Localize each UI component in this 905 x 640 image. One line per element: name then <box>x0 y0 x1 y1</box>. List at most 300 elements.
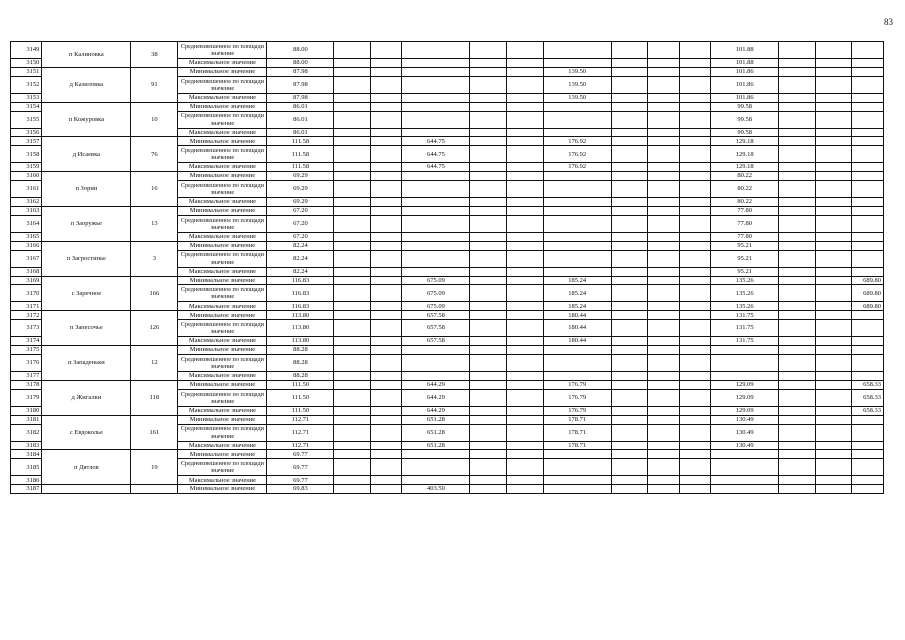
value-cell <box>371 215 402 232</box>
value-cell: 651.28 <box>402 424 470 441</box>
value-cell <box>711 485 779 494</box>
value-cell <box>334 76 371 93</box>
value-cell: 116.83 <box>267 302 334 311</box>
value-cell <box>543 241 611 250</box>
value-cell: 113.80 <box>267 320 334 337</box>
value-cell <box>648 285 679 302</box>
value-cell <box>679 232 710 241</box>
settlement-count: 19 <box>131 450 178 485</box>
value-cell <box>371 380 402 389</box>
value-cell <box>507 320 544 337</box>
value-cell <box>815 389 852 406</box>
value-cell <box>507 380 544 389</box>
value-cell <box>648 207 679 216</box>
value-cell <box>334 250 371 267</box>
value-cell <box>648 93 679 102</box>
value-cell <box>779 389 816 406</box>
value-cell <box>679 276 710 285</box>
value-cell <box>371 181 402 198</box>
value-cell <box>507 424 544 441</box>
value-cell <box>815 415 852 424</box>
value-cell <box>470 128 507 137</box>
value-cell <box>470 346 507 355</box>
value-cell: 185.24 <box>543 302 611 311</box>
value-cell <box>815 128 852 137</box>
row-id: 3185 <box>11 459 42 476</box>
value-cell: 86.01 <box>267 128 334 137</box>
value-cell <box>470 146 507 163</box>
value-cell <box>611 267 648 276</box>
value-type-label: Максимальное значение <box>178 232 267 241</box>
value-cell <box>371 111 402 128</box>
value-cell <box>470 241 507 250</box>
value-cell <box>611 207 648 216</box>
row-id: 3180 <box>11 406 42 415</box>
value-cell <box>779 346 816 355</box>
value-cell <box>371 146 402 163</box>
value-type-label: Максимальное значение <box>178 302 267 311</box>
value-cell: 86.01 <box>267 111 334 128</box>
value-cell <box>470 311 507 320</box>
value-cell <box>779 450 816 459</box>
value-cell <box>611 311 648 320</box>
value-cell: 176.79 <box>543 380 611 389</box>
value-cell <box>648 355 679 372</box>
value-cell <box>611 137 648 146</box>
value-cell <box>334 450 371 459</box>
value-cell <box>679 302 710 311</box>
value-cell: 651.28 <box>402 415 470 424</box>
value-cell <box>679 450 710 459</box>
value-cell <box>334 380 371 389</box>
value-cell <box>611 215 648 232</box>
value-cell <box>402 207 470 216</box>
settlement-count: 126 <box>131 311 178 346</box>
value-cell <box>779 102 816 111</box>
value-cell <box>648 415 679 424</box>
table-row <box>11 380 884 389</box>
value-type-label: Средневзвешенное по площади значение <box>178 111 267 128</box>
value-cell <box>371 76 402 93</box>
value-cell <box>852 355 884 372</box>
settlement-count <box>131 485 178 494</box>
value-cell: 129.18 <box>711 163 779 172</box>
value-cell <box>543 459 611 476</box>
value-cell <box>679 311 710 320</box>
value-cell <box>402 355 470 372</box>
value-cell: 112.71 <box>267 441 334 450</box>
value-cell: 675.09 <box>402 285 470 302</box>
value-cell <box>334 355 371 372</box>
value-cell <box>402 476 470 485</box>
value-cell <box>679 285 710 302</box>
value-cell <box>648 137 679 146</box>
value-cell <box>852 137 884 146</box>
table-row <box>11 276 884 285</box>
value-cell <box>334 111 371 128</box>
value-cell <box>679 181 710 198</box>
value-type-label: Средневзвешенное по площади значение <box>178 181 267 198</box>
value-cell <box>679 337 710 346</box>
value-cell <box>507 42 544 59</box>
value-cell <box>852 59 884 68</box>
value-cell: 176.92 <box>543 163 611 172</box>
table-row <box>11 450 884 459</box>
value-cell <box>779 459 816 476</box>
value-cell <box>371 389 402 406</box>
value-type-label: Минимальное значение <box>178 172 267 181</box>
value-cell <box>402 102 470 111</box>
row-id: 3156 <box>11 128 42 137</box>
settlement-name: д Жигалки <box>42 380 131 415</box>
value-cell <box>779 250 816 267</box>
value-cell <box>507 346 544 355</box>
value-cell <box>507 311 544 320</box>
settlement-name: п Зорин <box>42 172 131 207</box>
value-cell: 135.26 <box>711 285 779 302</box>
value-cell <box>334 311 371 320</box>
settlement-count: 13 <box>131 207 178 242</box>
value-cell <box>679 93 710 102</box>
settlement-name: д Исаевка <box>42 137 131 172</box>
value-cell <box>543 232 611 241</box>
value-cell <box>815 320 852 337</box>
value-cell <box>334 302 371 311</box>
value-cell <box>852 250 884 267</box>
value-cell: 403.50 <box>402 485 470 494</box>
value-cell <box>611 241 648 250</box>
value-cell <box>679 424 710 441</box>
value-cell: 111.58 <box>267 163 334 172</box>
value-cell: 101.88 <box>711 42 779 59</box>
value-type-label: Средневзвешенное по площади значение <box>178 389 267 406</box>
value-cell <box>470 67 507 76</box>
value-cell <box>402 241 470 250</box>
table-row <box>11 241 884 250</box>
value-cell <box>648 198 679 207</box>
value-cell <box>648 424 679 441</box>
value-cell <box>470 181 507 198</box>
value-cell: 69.29 <box>267 181 334 198</box>
value-cell: 130.49 <box>711 441 779 450</box>
value-type-label: Минимальное значение <box>178 102 267 111</box>
value-cell <box>402 93 470 102</box>
value-cell <box>507 163 544 172</box>
row-id: 3172 <box>11 311 42 320</box>
value-type-label: Минимальное значение <box>178 485 267 494</box>
value-type-label: Минимальное значение <box>178 276 267 285</box>
value-cell <box>852 207 884 216</box>
value-cell <box>507 67 544 76</box>
value-cell <box>402 76 470 93</box>
row-id: 3173 <box>11 320 42 337</box>
value-cell <box>815 42 852 59</box>
value-cell <box>648 59 679 68</box>
row-id: 3166 <box>11 241 42 250</box>
value-cell <box>371 320 402 337</box>
value-cell <box>611 128 648 137</box>
value-cell <box>648 485 679 494</box>
value-cell <box>402 59 470 68</box>
value-cell <box>679 198 710 207</box>
value-cell <box>779 320 816 337</box>
value-cell: 644.75 <box>402 137 470 146</box>
value-cell <box>371 302 402 311</box>
value-cell <box>611 459 648 476</box>
value-cell <box>679 476 710 485</box>
value-cell <box>470 250 507 267</box>
value-cell <box>611 337 648 346</box>
value-cell: 112.71 <box>267 424 334 441</box>
row-id: 3152 <box>11 76 42 93</box>
value-cell <box>334 424 371 441</box>
value-cell <box>779 267 816 276</box>
tariff-table <box>10 41 884 494</box>
settlement-name: п Западеньки <box>42 346 131 381</box>
value-cell: 644.29 <box>402 380 470 389</box>
value-cell <box>371 485 402 494</box>
value-cell: 129.09 <box>711 380 779 389</box>
value-cell <box>507 337 544 346</box>
value-cell <box>779 59 816 68</box>
value-cell <box>679 207 710 216</box>
settlement-name: д Казиловка <box>42 67 131 102</box>
value-cell <box>779 181 816 198</box>
value-cell <box>507 215 544 232</box>
settlement-count: 76 <box>131 137 178 172</box>
value-cell <box>371 267 402 276</box>
value-cell <box>779 76 816 93</box>
value-cell <box>679 415 710 424</box>
value-cell: 644.29 <box>402 389 470 406</box>
value-cell <box>611 198 648 207</box>
row-id: 3182 <box>11 424 42 441</box>
value-cell <box>470 42 507 59</box>
value-cell: 129.18 <box>711 137 779 146</box>
value-cell <box>679 320 710 337</box>
row-id: 3187 <box>11 485 42 494</box>
row-id: 3164 <box>11 215 42 232</box>
value-cell <box>470 476 507 485</box>
value-cell <box>611 406 648 415</box>
value-cell <box>543 181 611 198</box>
value-cell <box>852 198 884 207</box>
value-cell: 111.58 <box>267 137 334 146</box>
value-cell: 69.77 <box>267 476 334 485</box>
value-cell <box>507 285 544 302</box>
value-cell <box>852 459 884 476</box>
value-cell <box>402 250 470 267</box>
value-cell <box>815 198 852 207</box>
value-cell: 82.24 <box>267 241 334 250</box>
value-cell: 135.26 <box>711 302 779 311</box>
row-id: 3168 <box>11 267 42 276</box>
value-cell <box>852 67 884 76</box>
row-id: 3160 <box>11 172 42 181</box>
value-cell <box>334 102 371 111</box>
value-cell <box>507 441 544 450</box>
settlement-name: с Заречное <box>42 276 131 311</box>
value-cell <box>815 450 852 459</box>
value-cell <box>852 181 884 198</box>
value-cell <box>543 450 611 459</box>
value-cell <box>543 207 611 216</box>
value-cell <box>334 59 371 68</box>
value-cell <box>371 207 402 216</box>
value-type-label: Минимальное значение <box>178 241 267 250</box>
row-id: 3157 <box>11 137 42 146</box>
value-cell <box>815 406 852 415</box>
value-cell <box>711 346 779 355</box>
value-cell <box>371 102 402 111</box>
value-cell: 67.20 <box>267 215 334 232</box>
value-cell <box>611 441 648 450</box>
table-row <box>11 42 884 59</box>
value-cell <box>334 207 371 216</box>
value-cell: 176.79 <box>543 389 611 406</box>
value-cell <box>815 232 852 241</box>
value-cell <box>815 93 852 102</box>
value-cell <box>507 355 544 372</box>
value-cell: 130.49 <box>711 424 779 441</box>
value-cell <box>543 111 611 128</box>
value-cell <box>507 111 544 128</box>
value-cell <box>852 172 884 181</box>
value-cell <box>779 215 816 232</box>
value-cell <box>815 380 852 389</box>
value-cell: 87.98 <box>267 76 334 93</box>
table-row <box>11 346 884 355</box>
value-cell <box>507 102 544 111</box>
value-cell <box>779 485 816 494</box>
value-cell <box>852 241 884 250</box>
value-type-label: Минимальное значение <box>178 415 267 424</box>
value-cell <box>611 355 648 372</box>
value-cell: 69.77 <box>267 459 334 476</box>
value-cell <box>852 267 884 276</box>
value-cell: 101.88 <box>711 59 779 68</box>
value-cell <box>334 181 371 198</box>
value-cell <box>470 276 507 285</box>
value-cell <box>470 172 507 181</box>
value-cell <box>815 267 852 276</box>
value-cell <box>779 111 816 128</box>
value-cell: 82.24 <box>267 250 334 267</box>
value-cell <box>334 128 371 137</box>
value-cell <box>611 42 648 59</box>
value-cell <box>779 337 816 346</box>
value-cell <box>648 406 679 415</box>
value-cell <box>815 146 852 163</box>
value-cell: 657.58 <box>402 320 470 337</box>
value-cell: 176.92 <box>543 137 611 146</box>
value-cell <box>679 163 710 172</box>
value-cell <box>470 355 507 372</box>
value-cell <box>470 415 507 424</box>
value-cell <box>371 198 402 207</box>
value-type-label: Максимальное значение <box>178 128 267 137</box>
table-row <box>11 172 884 181</box>
value-cell <box>852 485 884 494</box>
value-cell <box>507 59 544 68</box>
value-cell: 178.71 <box>543 441 611 450</box>
value-cell <box>470 163 507 172</box>
value-cell <box>815 207 852 216</box>
value-cell <box>611 146 648 163</box>
value-cell <box>334 241 371 250</box>
value-cell <box>507 137 544 146</box>
value-cell <box>402 459 470 476</box>
value-cell <box>852 163 884 172</box>
value-cell <box>611 285 648 302</box>
row-id: 3167 <box>11 250 42 267</box>
value-cell <box>648 459 679 476</box>
value-cell <box>779 355 816 372</box>
settlement-name: п Загростинье <box>42 241 131 276</box>
value-cell <box>334 485 371 494</box>
value-cell: 77.80 <box>711 232 779 241</box>
value-cell <box>648 181 679 198</box>
value-cell: 130.49 <box>711 415 779 424</box>
value-type-label: Средневзвешенное по площади значение <box>178 320 267 337</box>
value-cell <box>779 424 816 441</box>
value-cell <box>779 128 816 137</box>
value-cell <box>470 302 507 311</box>
value-cell <box>648 372 679 381</box>
value-cell: 86.01 <box>267 102 334 111</box>
value-cell: 87.98 <box>267 93 334 102</box>
value-cell <box>779 198 816 207</box>
value-cell <box>402 198 470 207</box>
value-cell <box>470 450 507 459</box>
value-cell: 77.80 <box>711 207 779 216</box>
value-cell <box>815 67 852 76</box>
value-cell <box>371 441 402 450</box>
row-id: 3154 <box>11 102 42 111</box>
value-cell <box>815 181 852 198</box>
table-row <box>11 67 884 76</box>
value-cell <box>779 163 816 172</box>
value-cell <box>507 198 544 207</box>
settlement-count: 91 <box>131 67 178 102</box>
value-cell <box>470 424 507 441</box>
value-cell <box>507 241 544 250</box>
value-cell <box>711 459 779 476</box>
value-cell <box>648 76 679 93</box>
value-cell <box>371 128 402 137</box>
value-cell <box>679 59 710 68</box>
value-cell: 129.18 <box>711 146 779 163</box>
value-cell <box>779 311 816 320</box>
value-cell <box>371 476 402 485</box>
value-cell <box>611 320 648 337</box>
value-cell <box>779 285 816 302</box>
value-cell <box>334 276 371 285</box>
value-cell <box>371 450 402 459</box>
value-cell <box>507 172 544 181</box>
value-cell <box>648 311 679 320</box>
value-cell <box>543 372 611 381</box>
value-type-label: Максимальное значение <box>178 372 267 381</box>
value-cell <box>852 111 884 128</box>
value-cell <box>470 102 507 111</box>
value-cell <box>470 267 507 276</box>
value-cell: 95.21 <box>711 267 779 276</box>
value-cell: 113.80 <box>267 311 334 320</box>
value-cell <box>611 485 648 494</box>
value-cell <box>371 232 402 241</box>
value-cell <box>611 380 648 389</box>
